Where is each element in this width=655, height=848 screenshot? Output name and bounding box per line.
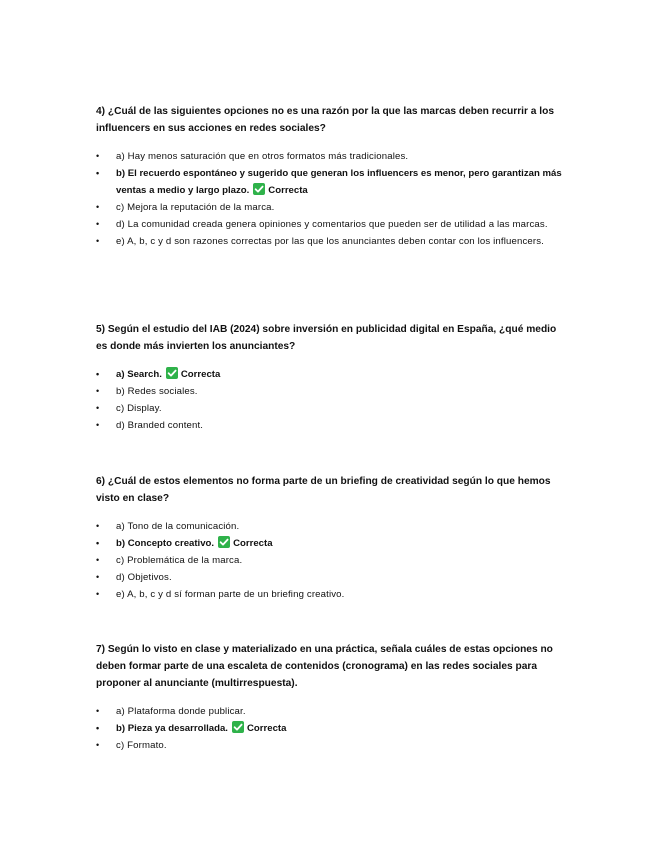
option-text: b) El recuerdo espontáneo y sugerido que generan los influencers es menor, pero garantizan más ventas a medio y largo plazo. bbox=[116, 168, 562, 196]
question-title: 5) Según el estudio del IAB (2024) sobre inversión en publicidad digital en España, ¿qué medio es donde más invierten los anunciantes? bbox=[96, 324, 557, 352]
option-d bbox=[96, 417, 564, 434]
question-title: 4) ¿Cuál de las siguientes opciones no es una razón por la que las marcas deben recurrir a los influencers en sus acciones en redes sociales? bbox=[96, 106, 555, 134]
option-a-correct bbox=[96, 366, 564, 383]
options-list bbox=[96, 703, 564, 754]
check-mark-icon bbox=[253, 183, 265, 195]
option-text: a) Tono de la comunicación. bbox=[116, 521, 240, 532]
question-6 bbox=[96, 473, 564, 603]
option-text: c) Display. bbox=[116, 403, 162, 414]
bullet: • bbox=[96, 236, 100, 246]
option-text: e) A, b, c y d son razones correctas por las que los anunciantes deben contar con los influencers. bbox=[116, 236, 544, 247]
option-b bbox=[96, 383, 564, 400]
bullet: • bbox=[96, 723, 100, 733]
bullet: • bbox=[96, 202, 100, 212]
correct-label: Correcta bbox=[180, 369, 221, 380]
bullet: • bbox=[96, 538, 100, 548]
option-e bbox=[96, 586, 564, 603]
option-a bbox=[96, 518, 564, 535]
question-7 bbox=[96, 641, 564, 754]
question-title: 6) ¿Cuál de estos elementos no forma parte de un briefing de creatividad según lo que hemos visto en clase? bbox=[96, 476, 551, 504]
option-text: a) Plataforma donde publicar. bbox=[116, 706, 246, 717]
option-c bbox=[96, 400, 564, 417]
option-text: a) Hay menos saturación que en otros formatos más tradicionales. bbox=[116, 151, 409, 162]
check-mark-icon bbox=[232, 721, 244, 733]
options-list bbox=[96, 148, 564, 250]
option-text: c) Problemática de la marca. bbox=[116, 555, 243, 566]
option-text: c) Formato. bbox=[116, 740, 167, 751]
option-text: d) La comunidad creada genera opiniones y comentarios que pueden ser de utilidad a las marcas. bbox=[116, 219, 548, 230]
option-text: b) Redes sociales. bbox=[116, 386, 198, 397]
option-text: a) Search. bbox=[116, 369, 162, 380]
correct-label: Correcta bbox=[246, 723, 287, 734]
bullet: • bbox=[96, 369, 100, 379]
bullet: • bbox=[96, 219, 100, 229]
option-b-correct bbox=[96, 535, 564, 552]
bullet: • bbox=[96, 386, 100, 396]
correct-label: Correcta bbox=[268, 185, 308, 196]
correct-label: Correcta bbox=[233, 538, 273, 549]
bullet: • bbox=[96, 403, 100, 413]
bullet: • bbox=[96, 420, 100, 430]
bullet: • bbox=[96, 589, 100, 599]
option-d bbox=[96, 569, 564, 586]
bullet: • bbox=[96, 521, 100, 531]
bullet: • bbox=[96, 572, 100, 582]
question-5 bbox=[96, 321, 564, 434]
check-mark-icon bbox=[218, 536, 230, 548]
option-text: d) Objetivos. bbox=[116, 572, 172, 583]
bullet: • bbox=[96, 740, 100, 750]
option-text: d) Branded content. bbox=[116, 420, 204, 431]
bullet: • bbox=[96, 706, 100, 716]
option-d bbox=[96, 216, 564, 233]
check-mark-icon bbox=[166, 367, 178, 379]
bullet: • bbox=[96, 555, 100, 565]
option-a bbox=[96, 148, 564, 165]
bullet: • bbox=[96, 151, 100, 161]
question-title: 7) Según lo visto en clase y materializado en una práctica, señala cuáles de estas opciones no deben formar parte de una escaleta de contenidos (cronograma) en las redes sociales para proponer al anunciante (multirrespuesta). bbox=[96, 644, 553, 689]
option-e bbox=[96, 233, 564, 250]
option-text: e) A, b, c y d sí forman parte de un briefing creativo. bbox=[116, 589, 345, 600]
option-c bbox=[96, 552, 564, 569]
option-a bbox=[96, 703, 564, 720]
options-list bbox=[96, 518, 564, 603]
option-text: b) Pieza ya desarrollada. bbox=[116, 723, 228, 734]
option-text: b) Concepto creativo. bbox=[116, 538, 215, 549]
option-b-correct bbox=[96, 720, 564, 737]
question-4 bbox=[96, 103, 564, 250]
options-list bbox=[96, 366, 564, 434]
option-c bbox=[96, 737, 564, 754]
option-b-correct bbox=[96, 165, 564, 199]
option-text: c) Mejora la reputación de la marca. bbox=[116, 202, 275, 213]
bullet: • bbox=[96, 168, 100, 178]
option-c bbox=[96, 199, 564, 216]
